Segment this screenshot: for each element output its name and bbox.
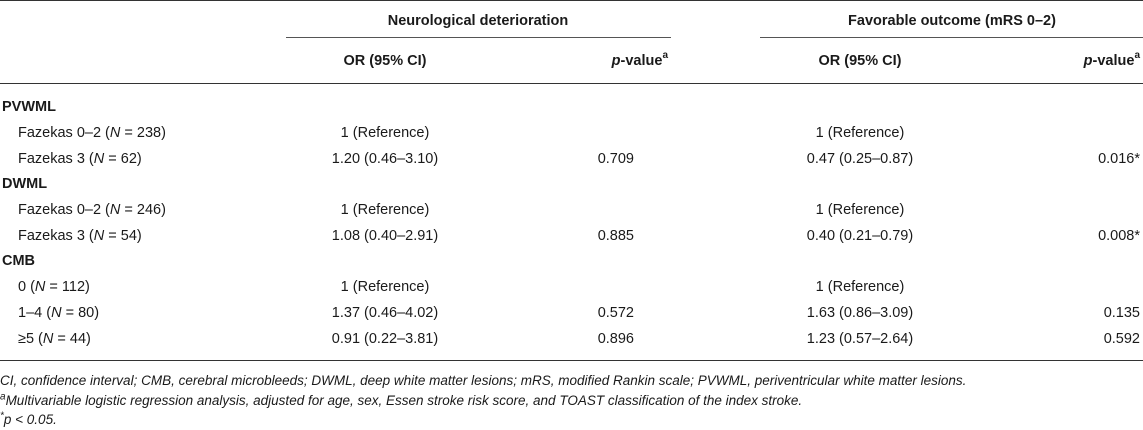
table-top-rule bbox=[0, 0, 1143, 1]
col-header-or-1: OR (95% CI) bbox=[343, 53, 427, 69]
section-title-cmb: CMB bbox=[2, 253, 36, 269]
or-value: 1.20 (0.46–3.10) bbox=[331, 151, 439, 167]
group-underline-1 bbox=[286, 37, 671, 38]
footnote-abbreviations: CI, confidence interval; CMB, cerebral microbleeds; DWML, deep white matter lesions; mRS, modified Rankin scale; PVWML, periventricular white matter lesions. bbox=[0, 373, 967, 388]
or-value: 0.91 (0.22–3.81) bbox=[331, 331, 439, 347]
or-value: 1.63 (0.86–3.09) bbox=[806, 305, 914, 321]
row-label: Fazekas 3 (N = 62) bbox=[18, 151, 142, 167]
row-label: 1–4 (N = 80) bbox=[18, 305, 100, 321]
or-value: 1 (Reference) bbox=[340, 125, 430, 141]
or-value: 1.23 (0.57–2.64) bbox=[806, 331, 914, 347]
or-value: 1 (Reference) bbox=[815, 125, 905, 141]
row-label: Fazekas 3 (N = 54) bbox=[18, 228, 142, 244]
p-value: 0.008* bbox=[1098, 228, 1140, 244]
col-header-p-2: p-value$^a$ bbox=[1083, 50, 1140, 69]
table-bottom-rule bbox=[0, 360, 1143, 361]
group-header-favorable: Favorable outcome (mRS 0–2) bbox=[848, 13, 1056, 29]
or-value: 0.47 (0.25–0.87) bbox=[806, 151, 914, 167]
section-title-dwml: DWML bbox=[2, 176, 48, 192]
row-label: 0 (N = 112) bbox=[18, 279, 90, 295]
or-value: 0.40 (0.21–0.79) bbox=[806, 228, 914, 244]
group-header-neurological: Neurological deterioration bbox=[387, 13, 569, 29]
col-header-p-1: p-value$^a$ bbox=[611, 50, 668, 69]
or-value: 1 (Reference) bbox=[815, 202, 905, 218]
footnote-star: *p < 0.05. bbox=[0, 410, 57, 427]
p-value: 0.709 bbox=[597, 151, 634, 167]
or-value: 1 (Reference) bbox=[340, 279, 430, 295]
p-value: 0.135 bbox=[1103, 305, 1140, 321]
or-value: 1.37 (0.46–4.02) bbox=[331, 305, 439, 321]
p-value: 0.592 bbox=[1103, 331, 1140, 347]
section-title-pvwml: PVWML bbox=[2, 99, 56, 115]
row-label: Fazekas 0–2 (N = 246) bbox=[18, 202, 166, 218]
row-label: ≥5 (N = 44) bbox=[18, 331, 91, 347]
or-value: 1 (Reference) bbox=[815, 279, 905, 295]
p-value: 0.885 bbox=[597, 228, 634, 244]
row-label: Fazekas 0–2 (N = 238) bbox=[18, 125, 166, 141]
or-value: 1.08 (0.40–2.91) bbox=[331, 228, 439, 244]
or-value: 1 (Reference) bbox=[340, 202, 430, 218]
col-header-or-2: OR (95% CI) bbox=[818, 53, 902, 69]
p-value: 0.572 bbox=[597, 305, 634, 321]
p-value: 0.896 bbox=[597, 331, 634, 347]
header-rule bbox=[0, 83, 1143, 84]
p-value: 0.016* bbox=[1098, 151, 1140, 167]
footnote-a: $^a$Multivariable logistic regression analysis, adjusted for age, sex, Essen stroke risk score, and TOAST classification of the index stroke. bbox=[0, 391, 803, 408]
group-underline-2 bbox=[760, 37, 1143, 38]
